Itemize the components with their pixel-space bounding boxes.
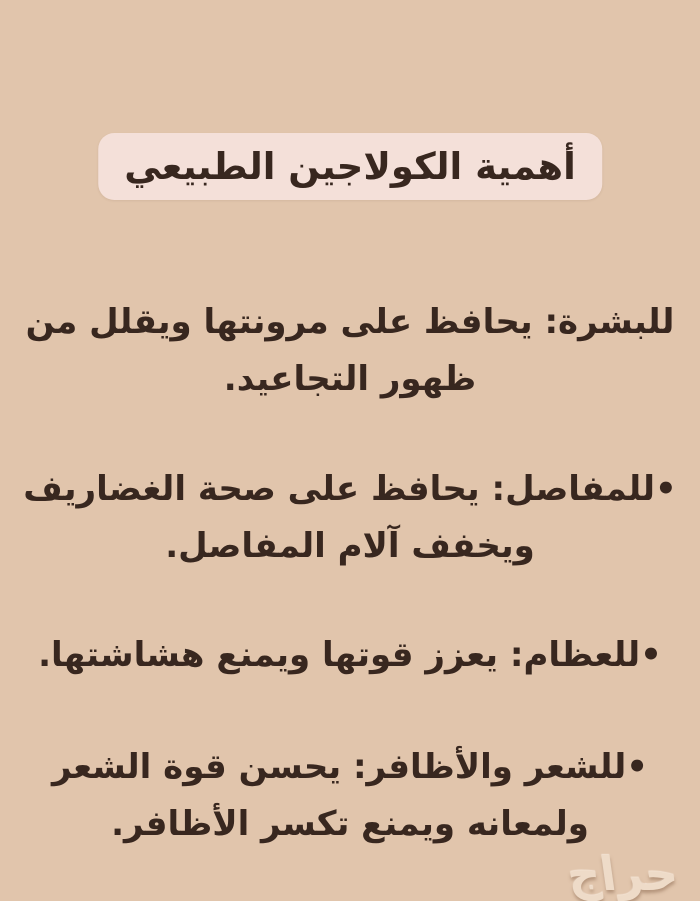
benefit-joints-line-2: ويخفف آلام المفاصل. (165, 526, 535, 566)
benefit-skin-paragraph (0, 294, 700, 408)
haraj-watermark: حراج (563, 847, 682, 901)
page-title: أهمية الكولاجين الطبيعي (124, 145, 576, 188)
benefit-bones-line-1: •للعظام: يعزز قوتها ويمنع هشاشتها. (38, 635, 662, 675)
benefit-joints-line-1: •للمفاصل: يحافظ على صحة الغضاريف (23, 469, 677, 509)
benefit-skin-line-2: ظهور التجاعيد. (223, 359, 477, 399)
benefit-hair-nails-paragraph (0, 739, 700, 853)
benefit-skin-line-1: للبشرة: يحافظ على مرونتها ويقلل من (25, 302, 675, 342)
benefit-hair-nails-line-1: •للشعر والأظافر: يحسن قوة الشعر (51, 747, 649, 787)
benefit-bones-paragraph (0, 627, 700, 684)
benefit-joints-paragraph (0, 461, 700, 575)
title-pill (98, 133, 602, 200)
benefit-hair-nails-line-2: ولمعانه ويمنع تكسر الأظافر. (111, 804, 589, 844)
